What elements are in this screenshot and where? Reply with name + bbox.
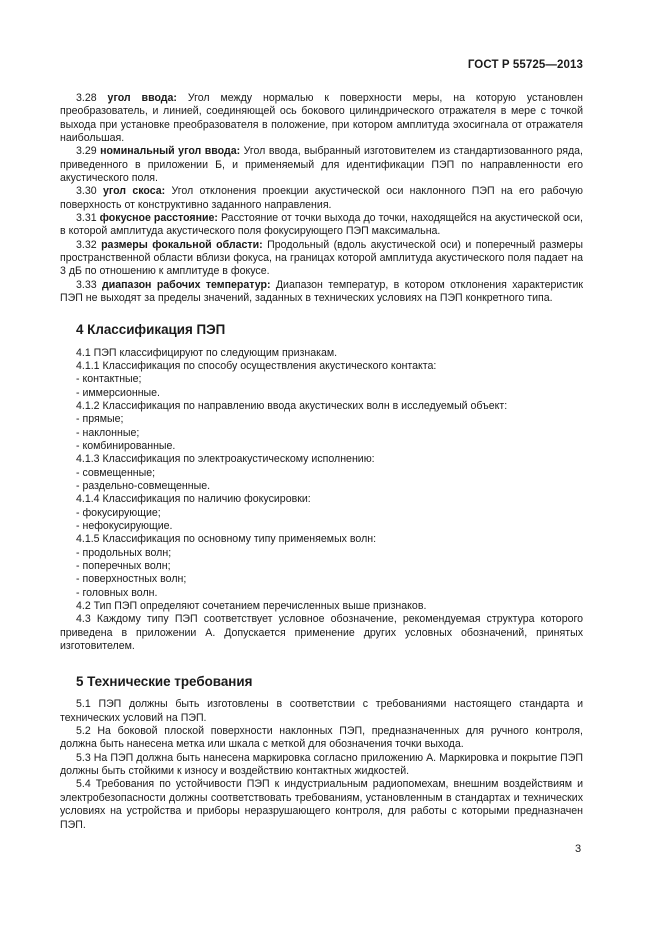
list-item: - контактные;	[76, 373, 142, 386]
definition-text: Диапазон температур, в котором отклонения характеристик ПЭП не выходят за пределы значений, заданных в технических условиях на ПЭП конкретного типа.	[60, 278, 583, 305]
list-item: - иммерсионные.	[76, 386, 160, 399]
definition-3-30	[60, 185, 583, 212]
clause-4-1: 4.1 ПЭП классифицируют по следующим признакам.	[76, 346, 338, 359]
definition-3-31	[60, 212, 583, 239]
section-heading-4: 4 Классификация ПЭП	[76, 321, 226, 337]
page-number: 3	[575, 843, 582, 855]
term: диапазон рабочих температур:	[102, 278, 271, 291]
list-item: - головных волн.	[76, 586, 158, 599]
list-item: - раздельно-совмещенные.	[76, 479, 211, 492]
clause-number: 3.28	[76, 92, 97, 104]
clause-5-4: 5.4 Требования по устойчивости ПЭП к индустриальным радиопомехам, внешним воздействиям и электробезопасности должны соответствовать требованиям, установленным в стандартах и технических условиях на устройства и приборы неразрушающего контроля, для работы с которыми предназначен ПЭП.	[60, 778, 583, 831]
term: размеры фокальной области:	[101, 238, 263, 251]
definition-text: Угол между нормалью к поверхности меры, на которую установлен преобразователь, и линией, соединяющей ось бокового цилиндрического отражателя в мере с точкой выхода при установке преобразователя в положение, при котором амплитуда эхосигнала от отражателя наибольшая.	[60, 92, 584, 145]
definition-3-33	[60, 279, 583, 306]
clause-5-3: 5.3 На ПЭП должна быть нанесена маркировка согласно приложению А. Маркировка и покрытие ПЭП должны быть стойкими к износу и воздействию контактных жидкостей.	[60, 751, 583, 778]
definition-text: Продольный (вдоль акустической оси) и поперечный размеры пространственной области вблизи фокуса, на границах которой амплитуда акустического поля падает на 3 дБ по отношению к амплитуде в фокусе.	[60, 238, 583, 278]
definition-text: Угол ввода, выбранный изготовителем из стандартизованного ряда, приведенного в приложении Б, и применяемый для идентификации ПЭП по направленности его акустического поля.	[60, 145, 583, 185]
clause-4-1-1: 4.1.1 Классификация по способу осуществления акустического контакта:	[76, 359, 437, 372]
list-item: - поперечных волн;	[76, 560, 171, 572]
clause-4-3: 4.3 Каждому типу ПЭП соответствует условное обозначение, рекомендуемая структура которого приведена в приложении А. Допускается применение других условных обозначений, принятых изготовителем.	[60, 613, 583, 653]
clause-4-1-2: 4.1.2 Классификация по направлению ввода акустических волн в исследуемый объект:	[76, 399, 508, 412]
term: номинальный угол ввода:	[100, 145, 241, 158]
clause-5-1: 5.1 ПЭП должны быть изготовлены в соответствии с требованиями настоящего стандарта и технических условий на ПЭП.	[60, 698, 583, 724]
term: фокусное расстояние:	[99, 212, 218, 225]
list-item: - прямые;	[76, 413, 124, 426]
document-body	[60, 92, 583, 832]
clause-number: 3.33	[76, 278, 97, 291]
list-item: - продольных волн;	[76, 546, 172, 559]
list-item: - нефокусирующие.	[76, 519, 173, 532]
clause-number: 3.30	[76, 185, 97, 198]
definition-3-29	[60, 145, 583, 185]
clause-5-2: 5.2 На боковой плоской поверхности наклонных ПЭП, предназначенных для ручного контроля, должна быть нанесена метка или шкала с меткой для обозначения точки выхода.	[60, 725, 583, 751]
clause-number: 3.32	[76, 238, 97, 251]
definition-3-32	[60, 239, 583, 279]
clause-4-2: 4.2 Тип ПЭП определяют сочетанием перечисленных выше признаков.	[76, 600, 427, 613]
clause-4-1-4: 4.1.4 Классификация по наличию фокусировки:	[76, 493, 311, 506]
clause-number: 3.29	[76, 145, 97, 158]
clause-4-1-3: 4.1.3 Классификация по электроакустическому исполнению:	[76, 453, 375, 466]
list-item: - поверхностных волн;	[76, 573, 187, 586]
definition-3-28	[60, 92, 583, 145]
list-item: - совмещенные;	[76, 466, 156, 479]
definition-text: Расстояние от точки выхода до точки, находящейся на акустической оси, в которой амплитуда акустического поля фокусирующего ПЭП максимальна.	[60, 212, 583, 238]
list-item: - фокусирующие;	[76, 506, 161, 519]
clause-number: 3.31	[76, 212, 97, 225]
list-item: - комбинированные.	[76, 439, 176, 452]
definition-text: Угол отклонения проекции акустической оси наклонного ПЭП на его рабочую поверхность от конструктивно заданного направления.	[60, 185, 583, 211]
section-heading-5: 5 Технические требования	[76, 674, 253, 690]
list-item: - наклонные;	[76, 426, 140, 439]
term: угол ввода:	[107, 92, 177, 104]
document-id-header: ГОСТ Р 55725—2013	[467, 59, 583, 71]
term: угол скоса:	[102, 185, 166, 198]
clause-4-1-5: 4.1.5 Классификация по основному типу применяемых волн:	[76, 533, 377, 546]
